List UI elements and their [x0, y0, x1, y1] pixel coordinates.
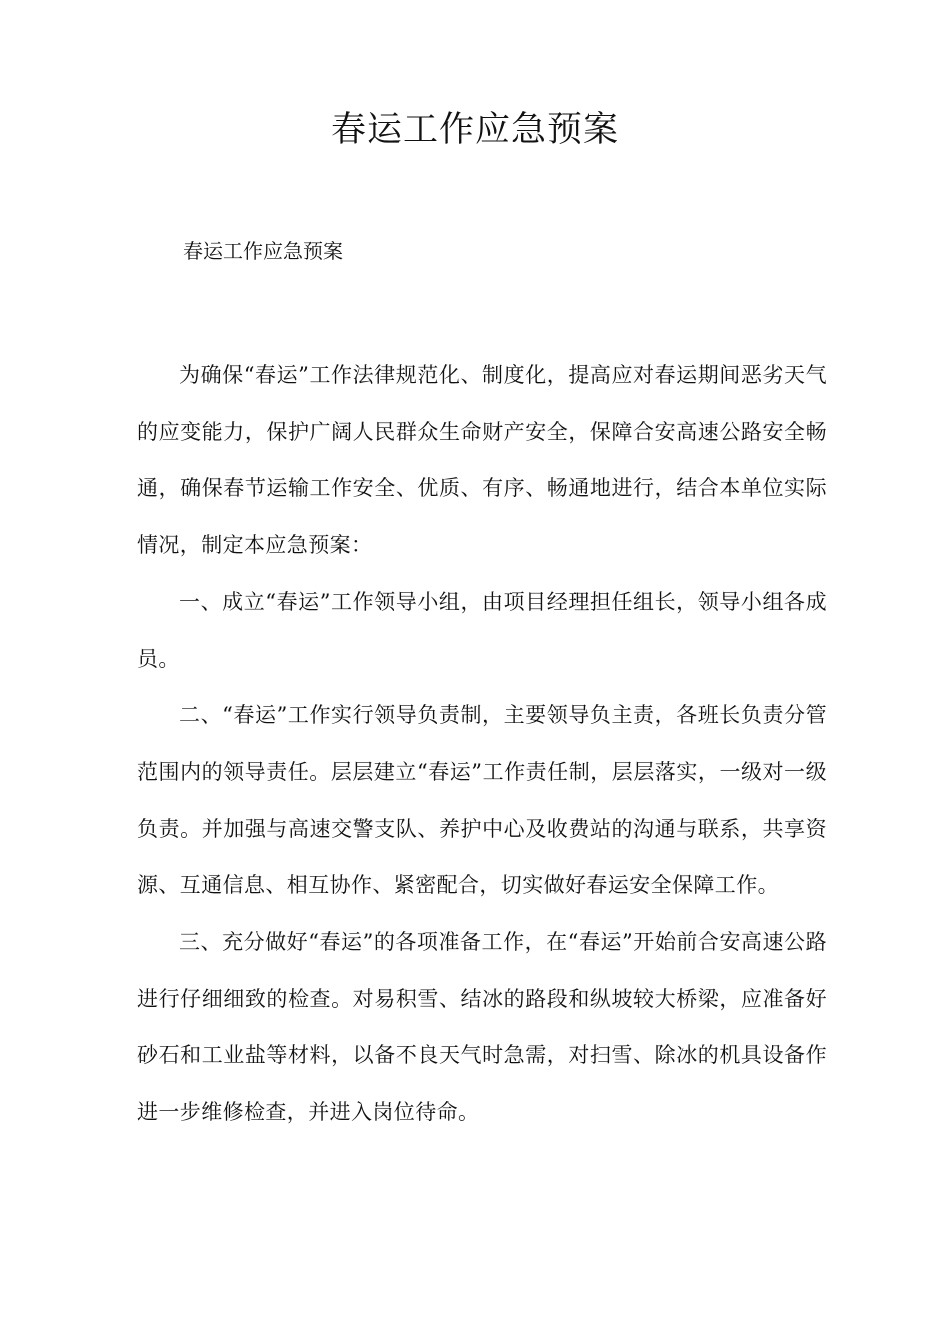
document-subtitle: 春运工作应急预案: [183, 239, 343, 263]
document-body: [137, 347, 827, 1141]
paragraph-section-2: 二、“春运”工作实行领导负责制，主要领导负主责，各班长负责分管范围内的领导责任。层层建立“春运”工作责任制，层层落实，一级对一级负责。并加强与高速交警支队、养护中心及收费站的沟通与联系，共享资源、互通信息、相互协作、紧密配合，切实做好春运安全保障工作。: [137, 703, 827, 898]
paragraph-intro: 为确保“春运”工作法律规范化、制度化，提高应对春运期间恶劣天气的应变能力，保护广阔人民群众生命财产安全，保障合安高速公路安全畅通，确保春节运输工作安全、优质、有序、畅通地进行，结合本单位实际情况，制定本应急预案：: [137, 363, 827, 558]
document-title: 春运工作应急预案: [330, 110, 619, 150]
paragraph-section-3: 三、充分做好“春运”的各项准备工作，在“春运”开始前合安高速公路进行仔细细致的检查。对易积雪、结冰的路段和纵坡较大桥梁，应准备好砂石和工业盐等材料，以备不良天气时急需，对扫雪、除冰的机具设备作进一步维修检查，并进入岗位待命。: [137, 930, 827, 1125]
paragraph-section-1: 一、成立“春运”工作领导小组，由项目经理担任组长，领导小组各成员。: [137, 589, 827, 671]
